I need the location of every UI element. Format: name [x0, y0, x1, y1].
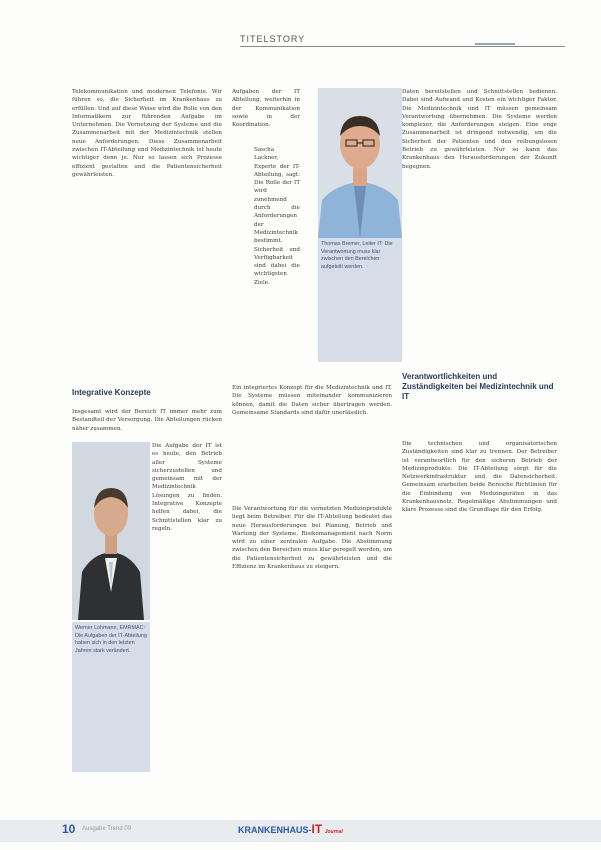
portrait-photo-2: [318, 88, 402, 238]
photo-caption-2: Thomas Bremer, Leiter IT: Die Verantwortung muss klar zwischen den Bereichen aufgeteilt werden.: [318, 238, 402, 362]
subheading-verantwortlichkeiten: Verantwortlichkeiten und Zuständigkeiten bei Medizintechnik und IT: [402, 372, 554, 401]
header-accent: [475, 43, 515, 45]
journal-logo: [238, 822, 343, 836]
logo-main-text: KRANKENHAUS-: [238, 825, 312, 835]
article-text-col2-mid: Ein integriertes Konzept für die Medizintechnik und IT. Die Systeme müssen miteinander kommunizieren können, damit die Daten sicher übertragen werden. Gemeinsame Standards sind dafür unerlässlich.: [232, 385, 392, 416]
article-text-col3-low: Die technischen und organisatorischen Zuständigkeiten sind klar zu trennen. Der Betreiber ist verantwortlich für den sicheren Betrieb der Medizinprodukte. Die IT-Abteilung sorgt für die Netzwerkinfrastruktur und die Datensicherheit. Gemeinsam erarbeiten beide Bereiche Richtlinien für die Einbindung von Medizingeräten in das Krankenhausnetz. Regelmäßige Abstimmungen und klare Prozesse sind die Grundlage für den Erfolg.: [402, 441, 557, 514]
article-text-col2-narrow: Sascha Lackner, Experte der IT-Abteilung, sagt: Die Rolle der IT wird zunehmend durch die Anforderungen der Medizintechnik bestimmt. Sicherheit und Verfügbarkeit sind dabei die wichtigsten Ziele.: [254, 147, 300, 286]
article-text-col2-top: Aufgaben der IT Abteilung, weiterhin in der Kommunikation sowie in der Koordination.: [232, 89, 300, 129]
logo-suffix-text: Journal: [324, 829, 343, 835]
photo-caption-1: Werner Lohmann, EMRMAC: Die Aufgaben der IT-Abteilung haben sich in den letzten Jahren stark verändert.: [72, 622, 150, 772]
header-rule: [240, 46, 565, 47]
article-text-col3-top: Daten bereitstellen und Schnittstellen bedienen. Dabei sind Aufwand und Kosten ein wichtiger Faktor. Die Medizintechnik und IT müssen gemeinsam Verantwortung übernehmen. Die Systeme werden komplexer, die Anforderungen steigen. Eine enge Zusammenarbeit ist dringend notwendig, um die Sicherheit der Patienten und den reibungslosen Betrieb zu gewährleisten. Nur so kann das Krankenhaus den Herausforderungen der Zukunft begegnen.: [402, 89, 557, 170]
logo-it-text: IT: [311, 822, 323, 836]
subheading-integrative: Integrative Konzepte: [72, 388, 151, 397]
footer-publication: Ausgabe Trend 09: [82, 826, 132, 832]
article-text-col1: Telekommunikation und modernen Telefonie. Wir führen so, die Sicherheit im Krankenhaus zu erfüllen. Und auf diese Weise wird die Rolle von den Informatikern zur führenden Aufgabe im Unternehmen. Die Vernetzung der Systeme und die Zusammenarbeit mit der Medizintechnik stellen neue Anforderungen. Diese Zusammenarbeit zwischen IT-Abteilung und Medizintechnik ist heute wichtiger denn je. Nur so lassen sich Prozesse effizient gestalten und die Patientensicherheit gewährleisten.: [72, 89, 222, 178]
article-text-col2-low: Die Verantwortung für die vernetzten Medizinprodukte liegt beim Betreiber. Für die IT-Abteilung bedeutet das neue Herausforderungen bei Planung, Betrieb und Wartung der Systeme. Risikomanagement nach Norm wird zu einer zentralen Aufgabe. Die Abstimmung zwischen den Bereichen muss klar geregelt werden, um die Patientensicherheit zu gewährleisten und die Effizienz im Krankenhaus zu steigern.: [232, 506, 392, 571]
article-text-col1-mid: Insgesamt wird der Bereich IT immer mehr zum Bestandteil der Versorgung. Die Abteilungen rücken näher zusammen.: [72, 409, 222, 432]
article-text-col1-narrow: Die Aufgabe der IT ist es heute, den Betrieb aller Systeme sicherzustellen und gemeinsam mit der Medizintechnik Lösungen zu finden. Integrative Konzepte helfen dabei, die Schnittstellen klar zu regeln.: [152, 443, 222, 532]
page-number: 10: [62, 822, 76, 836]
section-label: TITELSTORY: [240, 34, 306, 44]
portrait-photo-1: [72, 442, 150, 620]
